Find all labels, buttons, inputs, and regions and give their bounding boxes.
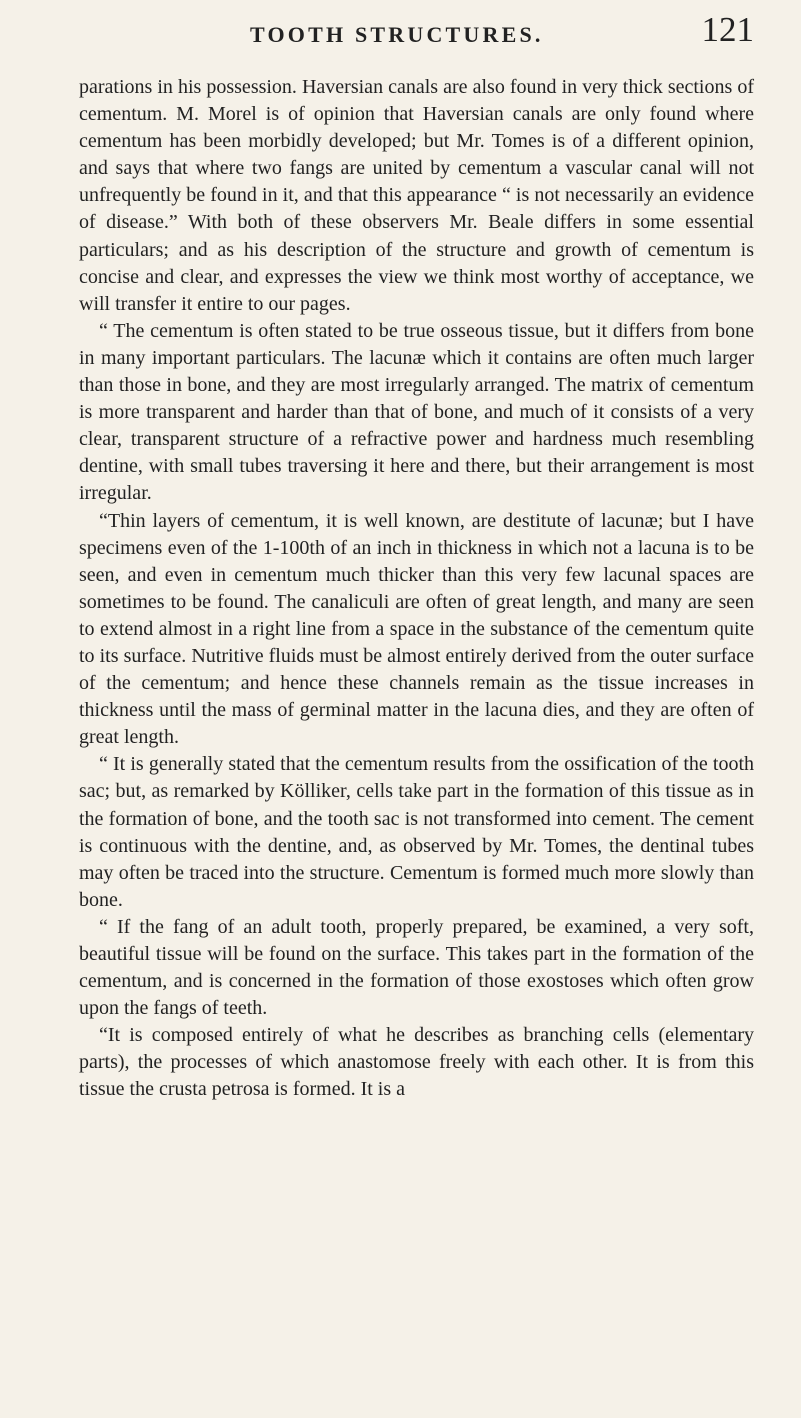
- running-head: TOOTH STRUCTURES.: [250, 22, 544, 47]
- paragraph-3: “Thin layers of cementum, it is well known, are destitute of lacunæ; but I have specimens even of the 1-100th of an inch in thickness in which not a lacuna is to be seen, and even in cementum much thicker than this very few lacunal spaces are sometimes to be found. The canaliculi are often of great length, and many are seen to extend almost in a right line from a space in the substance of the cementum quite to its surface. Nutritive fluids must be almost entirely derived from the outer surface of the cementum; and hence these channels remain as the tissue increases in thickness until the mass of germinal matter in the lacuna dies, and they are often of great length.: [79, 509, 754, 749]
- paragraph-2: “ The cementum is often stated to be true osseous tissue, but it differs from bone in many important particulars. The lacunæ which it contains are often much larger than those in bone, and they are most irregularly arranged. The matrix of cementum is more transparent and harder than that of bone, and much of it consists of a very clear, transparent structure of a refractive power and hardness much resembling dentine, with small tubes traversing it here and there, but their arrangement is most irregular.: [79, 319, 754, 505]
- paragraph-1: parations in his possession. Haversian canals are also found in very thick sections of cementum. M. Morel is of opinion that Haversian canals are only found where cementum has been morbidly developed; but Mr. Tomes is of a different opinion, and says that where two fangs are united by cementum a vascular canal will not unfrequently be found in it, and that this appearance “ is not necessarily an evidence of disease.” With both of these observers Mr. Beale differs in some essential particulars; and as his description of the structure and growth of cementum is concise and clear, and expresses the view we think most worthy of acceptance, we will transfer it entire to our pages.: [79, 76, 754, 315]
- paragraph-5: “ If the fang of an adult tooth, properly prepared, be examined, a very soft, beautiful tissue will be found on the surface. This takes part in the formation of the cementum, and is concerned in the formation of those exostoses which often grow upon the fangs of teeth.: [79, 915, 754, 1020]
- paragraph-6: “It is composed entirely of what he describes as branching cells (elementary parts), the processes of which anastomose freely with each other. It is from this tissue the crusta petrosa is formed. It is a: [79, 1024, 754, 1101]
- page-header: [250, 12, 754, 48]
- paragraph-4: “ It is generally stated that the cementum results from the ossification of the tooth sac; but, as remarked by Kölliker, cells take part in the formation of this tissue as in the formation of bone, and the tooth sac is not transformed into cement. The cement is continuous with the dentine, and, as observed by Mr. Tomes, the dentinal tubes may often be traced into the structure. Cementum is formed much more slowly than bone.: [79, 753, 754, 911]
- body-text: [79, 74, 754, 1104]
- page-number: 121: [701, 10, 754, 49]
